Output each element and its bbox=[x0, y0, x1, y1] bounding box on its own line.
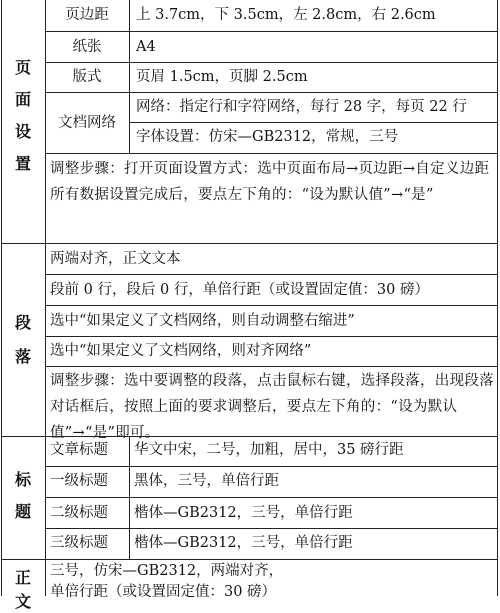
layout-value: 页眉 1.5cm，页脚 2.5cm bbox=[136, 69, 308, 85]
layout-label: 版式 bbox=[72, 69, 102, 85]
label-divider bbox=[129, 436, 130, 560]
row-line bbox=[129, 122, 497, 123]
heading-value: 华文中宋，二号，加粗，居中，35 磅行距 bbox=[134, 442, 404, 458]
section-char: 页 bbox=[14, 58, 31, 77]
row-line bbox=[45, 62, 497, 63]
column-divider bbox=[45, 0, 46, 596]
body-text-line-2: 单倍行距（或设置固定值：30 磅） bbox=[50, 584, 277, 600]
section-heading bbox=[0, 467, 46, 531]
page-setup-steps: 调整步骤：打开页面设置方式：选中页面布局→页边距→自定义边距所有数据设置完成后，要点左下角的：“设为默认值”→“是” bbox=[50, 161, 490, 203]
label-divider bbox=[129, 0, 130, 153]
heading-label: 一级标题 bbox=[50, 473, 108, 489]
section-char: 面 bbox=[14, 90, 31, 109]
section-char: 标 bbox=[14, 470, 31, 489]
row-line bbox=[45, 153, 497, 154]
heading-value: 楷体—GB2312，三号，单倍行距 bbox=[134, 505, 353, 521]
grid-value: 网络：指定行和字符网络，每行 28 字，每页 22 行 bbox=[136, 99, 467, 115]
paragraph-steps: 调整步骤：选中要调整的段落，点击鼠标右键，选择段落，出现段落对话框后，按照上面的要求调整后，要点左下角的：“设为默认值”→“是”即可。 bbox=[50, 373, 494, 441]
section-char: 正 bbox=[14, 568, 31, 587]
heading-value: 黑体，三号，单倍行距 bbox=[134, 473, 279, 489]
paper-value: A4 bbox=[136, 39, 156, 55]
section-char: 段 bbox=[14, 313, 31, 332]
row-line bbox=[45, 497, 497, 498]
grid-label: 文档网络 bbox=[58, 115, 116, 131]
section-char: 设 bbox=[14, 122, 31, 141]
row-line bbox=[45, 466, 497, 467]
table-border-right bbox=[497, 0, 498, 596]
row-line bbox=[45, 274, 497, 275]
section-char: 题 bbox=[14, 502, 31, 521]
heading-label: 文章标题 bbox=[50, 442, 108, 458]
section-body bbox=[0, 565, 46, 613]
row-line bbox=[45, 528, 497, 529]
section-line bbox=[1, 559, 497, 560]
paragraph-option-2: 选中“如果定义了文档网络，则对齐网络” bbox=[50, 343, 312, 359]
body-text-line-1: 三号，仿宋—GB2312，两端对齐， bbox=[50, 563, 284, 579]
margins-value: 上 3.7cm，下 3.5cm，左 2.8cm，右 2.6cm bbox=[136, 7, 436, 23]
row-line bbox=[45, 31, 497, 32]
section-page-setup bbox=[0, 55, 46, 183]
table-border-left bbox=[1, 0, 2, 596]
section-char: 落 bbox=[14, 347, 31, 366]
heading-label: 二级标题 bbox=[50, 505, 108, 521]
paragraph-option-1: 选中“如果定义了文档网络，则自动调整右缩进” bbox=[50, 313, 355, 329]
row-line bbox=[45, 336, 497, 337]
section-char: 置 bbox=[14, 154, 31, 173]
paper-label: 纸张 bbox=[72, 39, 102, 55]
paragraph-align: 两端对齐，正文文本 bbox=[50, 251, 181, 267]
section-line bbox=[1, 243, 497, 244]
heading-label: 三级标题 bbox=[50, 535, 108, 551]
row-line bbox=[45, 305, 497, 306]
section-paragraph bbox=[0, 310, 46, 378]
heading-value: 楷体—GB2312，三号，单倍行距 bbox=[134, 535, 353, 551]
row-line bbox=[45, 92, 497, 93]
font-value: 字体设置：仿宋—GB2312，常规，三号 bbox=[136, 129, 399, 145]
section-line bbox=[1, 436, 497, 437]
section-char: 文 bbox=[14, 592, 31, 611]
row-line bbox=[45, 366, 497, 367]
paragraph-spacing: 段前 0 行，段后 0 行，单倍行距（或设置固定值：30 磅） bbox=[50, 282, 429, 298]
margins-label: 页边距 bbox=[65, 7, 109, 23]
